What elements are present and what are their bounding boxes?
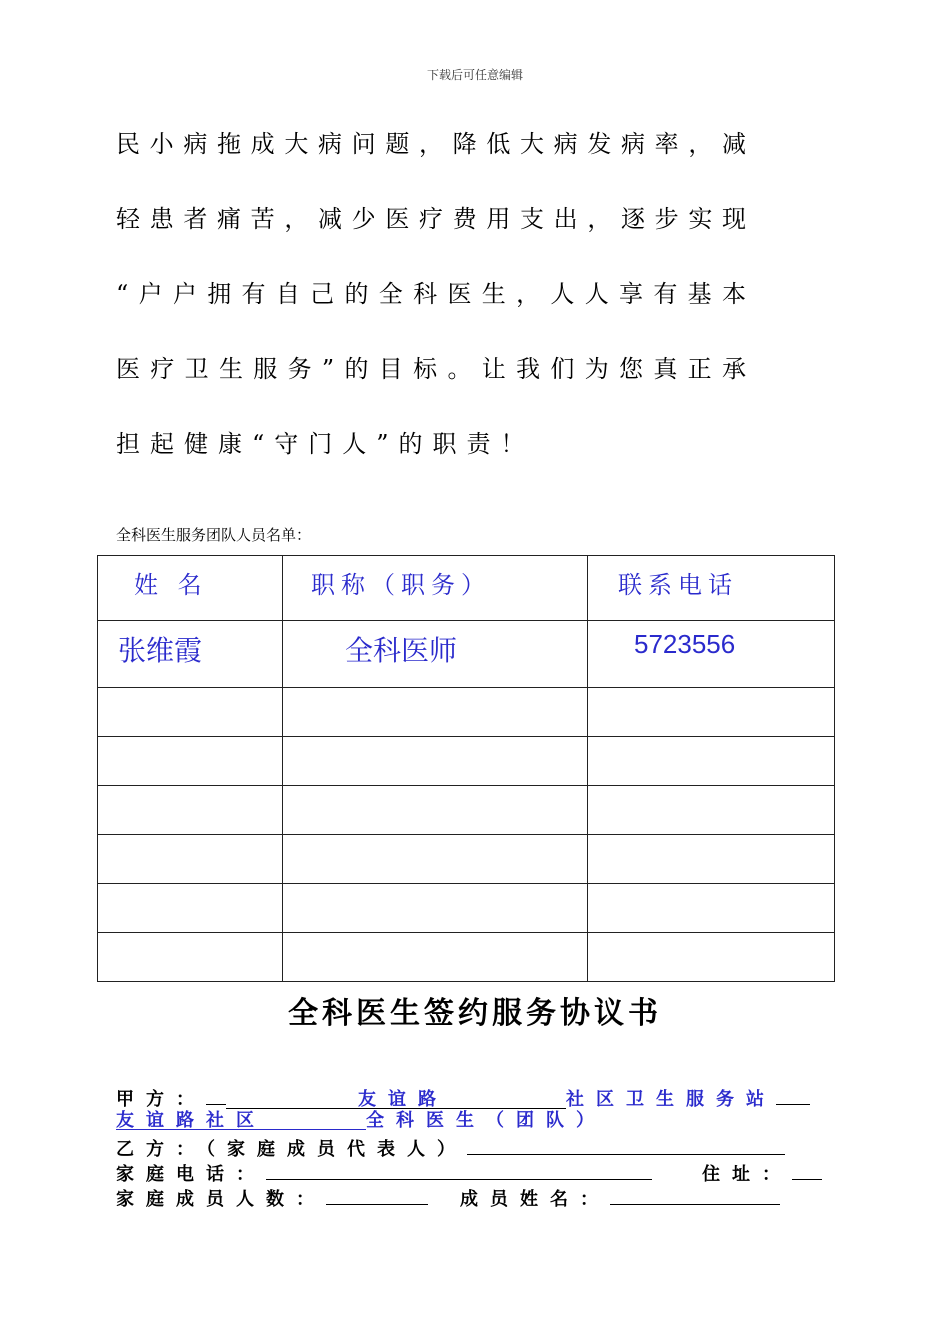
paragraph-line-4: 医疗卫生服务”的目标。让我们为您真正承 (116, 355, 746, 383)
agreement-title: 全科医生签约服务协议书 (288, 996, 662, 1031)
table-row-empty (98, 835, 835, 884)
phone-address-line (116, 1158, 836, 1183)
table-header-row (98, 556, 835, 621)
member-names-label: 成员姓名： (460, 1189, 610, 1210)
party-a-label: 甲方： (116, 1089, 206, 1110)
header-note: 下载后可任意编辑 (426, 68, 523, 82)
party-a-line-1 (116, 1083, 836, 1108)
table-row-empty (98, 933, 835, 982)
table-row-empty (98, 884, 835, 933)
header-cell-title (283, 556, 588, 621)
party-b-field[interactable] (467, 1133, 785, 1155)
paragraph-line-1: 民小病拖成大病问题，降低大病发病率，减 (116, 130, 746, 158)
party-a-team: 全科医生（团队） (366, 1110, 606, 1131)
party-a-community[interactable]: 友谊路社区 (116, 1108, 366, 1130)
members-count-label: 家庭成员人数： (116, 1189, 326, 1210)
member-name: 张维霞 (118, 634, 203, 667)
team-table (97, 555, 835, 982)
address-field[interactable] (792, 1158, 822, 1180)
members-count-field[interactable] (326, 1183, 428, 1205)
team-list-caption: 全科医生服务团队人员名单： (116, 526, 312, 544)
table-row-empty (98, 688, 835, 737)
header-cell-name (98, 556, 283, 621)
member-names-field[interactable] (610, 1183, 780, 1205)
header-name-label: 姓 名 (134, 571, 208, 599)
paragraph-line-2: 轻患者痛苦，减少医疗费用支出，逐步实现 (116, 205, 746, 233)
address-label: 住址： (702, 1164, 792, 1185)
header-phone-label: 联系电话 (618, 571, 738, 599)
table-row (98, 621, 835, 688)
party-b-line (116, 1133, 836, 1158)
phone-label: 家庭电话： (116, 1164, 266, 1185)
party-a-line-2 (116, 1108, 836, 1133)
paragraph-line-3: “户户拥有自己的全科医生，人人享有基本 (116, 280, 746, 308)
members-line (116, 1183, 836, 1208)
table-row-empty (98, 786, 835, 835)
table-row-empty (98, 737, 835, 786)
header-cell-phone (588, 556, 835, 621)
phone-field[interactable] (266, 1158, 652, 1180)
party-a-road-field[interactable] (226, 1087, 566, 1109)
member-title: 全科医师 (345, 634, 458, 667)
party-a-station: 社区卫生服务站 (566, 1089, 776, 1110)
party-b-label: 乙方：（家庭成员代表人） (116, 1139, 467, 1160)
party-a-road: 友谊路 (358, 1089, 448, 1110)
header-title-label: 职称（职务） (311, 571, 491, 599)
member-phone: 5723556 (634, 629, 736, 659)
paragraph-line-5: 担起健康“守门人”的职责！ (116, 430, 535, 458)
